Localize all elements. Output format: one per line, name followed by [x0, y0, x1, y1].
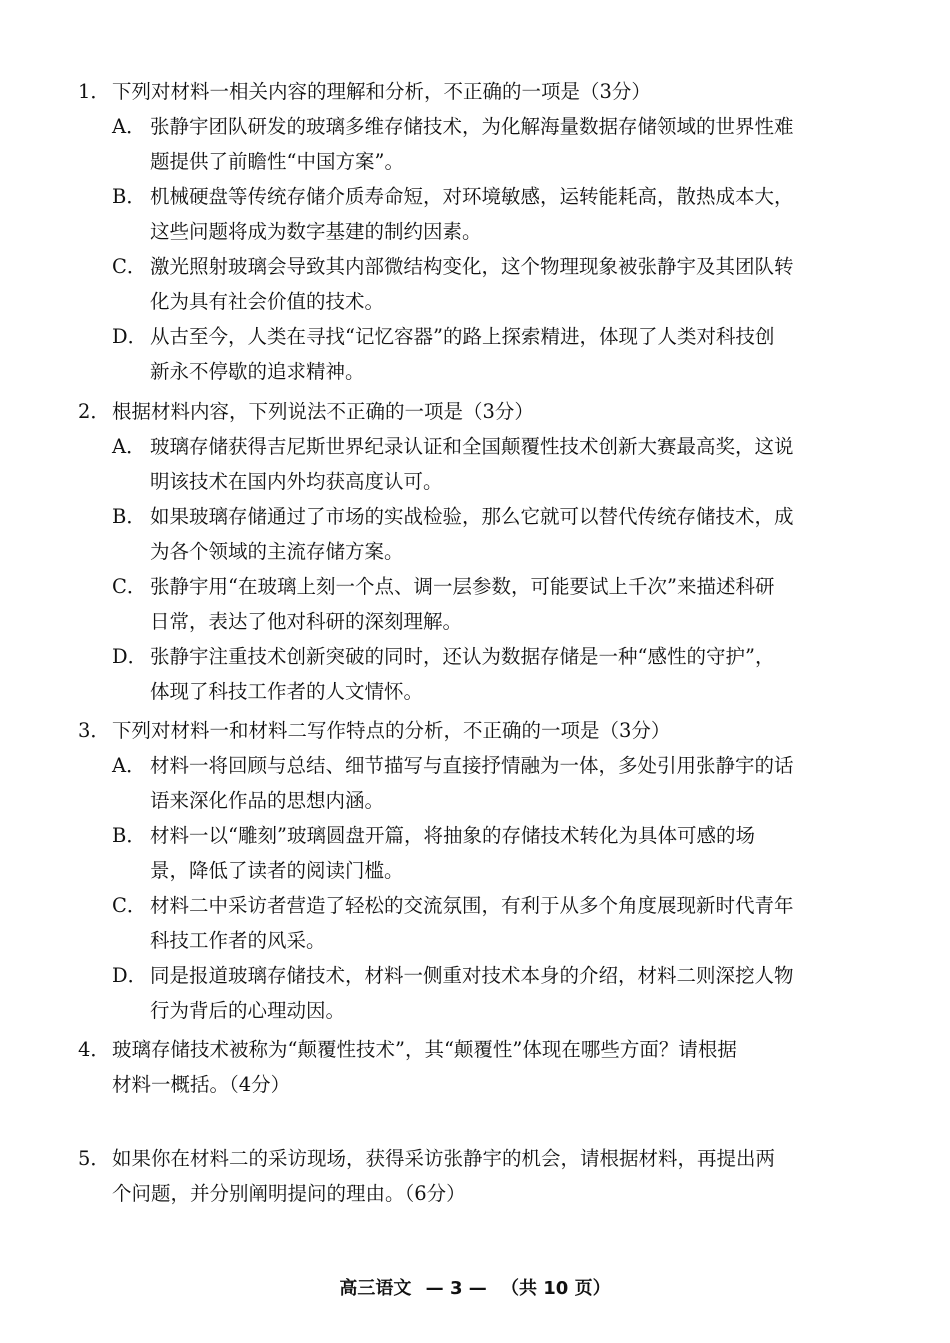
option-text-cont: 语来深化作品的思想内涵。	[150, 789, 385, 812]
question-stem: 玻璃存储技术被称为“颠覆性技术”，其“颠覆性”体现在哪些方面？请根据	[112, 1038, 737, 1061]
question-number: 3．	[78, 719, 110, 742]
option-d	[112, 639, 878, 709]
option-c	[112, 888, 878, 958]
option-d	[112, 319, 878, 389]
option-letter: B．	[112, 505, 146, 528]
question-stem: 如果你在材料二的采访现场，获得采访张静宇的机会，请根据材料，再提出两	[112, 1147, 776, 1170]
option-text-cont: 新永不停歇的追求精神。	[150, 360, 365, 383]
option-text: 机械硬盘等传统存储介质寿命短，对环境敏感，运转能耗高，散热成本大，	[150, 185, 794, 208]
option-text-cont: 景，降低了读者的阅读门槛。	[150, 859, 404, 882]
option-text: 从古至今，人类在寻找“记忆容器”的路上探索精进，体现了人类对科技创	[150, 325, 775, 348]
option-text-cont: 科技工作者的风采。	[150, 929, 326, 952]
question-stem: 根据材料内容，下列说法不正确的一项是（3分）	[112, 400, 534, 423]
option-letter: D．	[112, 964, 148, 987]
option-letter: A．	[112, 435, 146, 458]
option-c	[112, 569, 878, 639]
question-3	[78, 713, 878, 1028]
option-a	[112, 109, 878, 179]
option-text: 玻璃存储获得吉尼斯世界纪录认证和全国颠覆性技术创新大赛最高奖，这说	[150, 435, 794, 458]
option-letter: C．	[112, 894, 147, 917]
option-letter: C．	[112, 575, 147, 598]
question-number: 2．	[78, 400, 110, 423]
option-c	[112, 249, 878, 319]
option-text-cont: 化为具有社会价值的技术。	[150, 290, 385, 313]
option-d	[112, 958, 878, 1028]
option-a	[112, 748, 878, 818]
question-number: 5．	[78, 1147, 110, 1170]
option-text-cont: 为各个领域的主流存储方案。	[150, 540, 404, 563]
question-1	[78, 74, 878, 389]
option-letter: B．	[112, 824, 146, 847]
option-b	[112, 818, 878, 888]
option-letter: B．	[112, 185, 146, 208]
question-stem: 下列对材料一和材料二写作特点的分析，不正确的一项是（3分）	[112, 719, 671, 742]
footer-page-number: — 3 —	[425, 1278, 487, 1299]
question-number: 4．	[78, 1038, 110, 1061]
footer-subject: 高三语文	[339, 1278, 412, 1299]
option-text-cont: 行为背后的心理动因。	[150, 999, 346, 1022]
option-text: 如果玻璃存储通过了市场的实战检验，那么它就可以替代传统存储技术，成	[150, 505, 794, 528]
option-text: 材料一以“雕刻”玻璃圆盘开篇，将抽象的存储技术转化为具体可感的场	[150, 824, 755, 847]
option-letter: D．	[112, 645, 148, 668]
option-letter: D．	[112, 325, 148, 348]
page-footer	[0, 1275, 950, 1303]
option-text: 材料二中采访者营造了轻松的交流氛围，有利于从多个角度展现新时代青年	[150, 894, 794, 917]
footer-total-pages: （共 10 页）	[501, 1278, 611, 1299]
option-text-cont: 日常，表达了他对科研的深刻理解。	[150, 610, 463, 633]
option-letter: A．	[112, 754, 146, 777]
question-2	[78, 394, 878, 709]
question-number: 1．	[78, 80, 110, 103]
option-text: 张静宇注重技术创新突破的同时，还认为数据存储是一种“感性的守护”，	[150, 645, 775, 668]
option-b	[112, 499, 878, 569]
question-stem: 下列对材料一相关内容的理解和分析，不正确的一项是（3分）	[112, 80, 651, 103]
option-b	[112, 179, 878, 249]
option-text-cont: 明该技术在国内外均获高度认可。	[150, 470, 443, 493]
option-letter: C．	[112, 255, 147, 278]
question-4	[78, 1032, 878, 1102]
question-stem-cont: 材料一概括。（4分）	[112, 1073, 291, 1096]
option-text-cont: 体现了科技工作者的人文情怀。	[150, 680, 424, 703]
question-stem-cont: 个问题，并分别阐明提问的理由。（6分）	[112, 1182, 466, 1205]
option-a	[112, 429, 878, 499]
option-text: 激光照射玻璃会导致其内部微结构变化，这个物理现象被张静宇及其团队转	[150, 255, 794, 278]
option-text: 材料一将回顾与总结、细节描写与直接抒情融为一体，多处引用张静宇的话	[150, 754, 794, 777]
option-text-cont: 题提供了前瞻性“中国方案”。	[150, 150, 404, 173]
question-5	[78, 1141, 878, 1211]
option-letter: A．	[112, 115, 146, 138]
option-text: 张静宇团队研发的玻璃多维存储技术，为化解海量数据存储领域的世界性难	[150, 115, 794, 138]
option-text-cont: 这些问题将成为数字基建的制约因素。	[150, 220, 482, 243]
option-text: 同是报道玻璃存储技术，材料一侧重对技术本身的介绍，材料二则深挖人物	[150, 964, 794, 987]
option-text: 张静宇用“在玻璃上刻一个点、调一层参数，可能要试上千次”来描述科研	[150, 575, 775, 598]
